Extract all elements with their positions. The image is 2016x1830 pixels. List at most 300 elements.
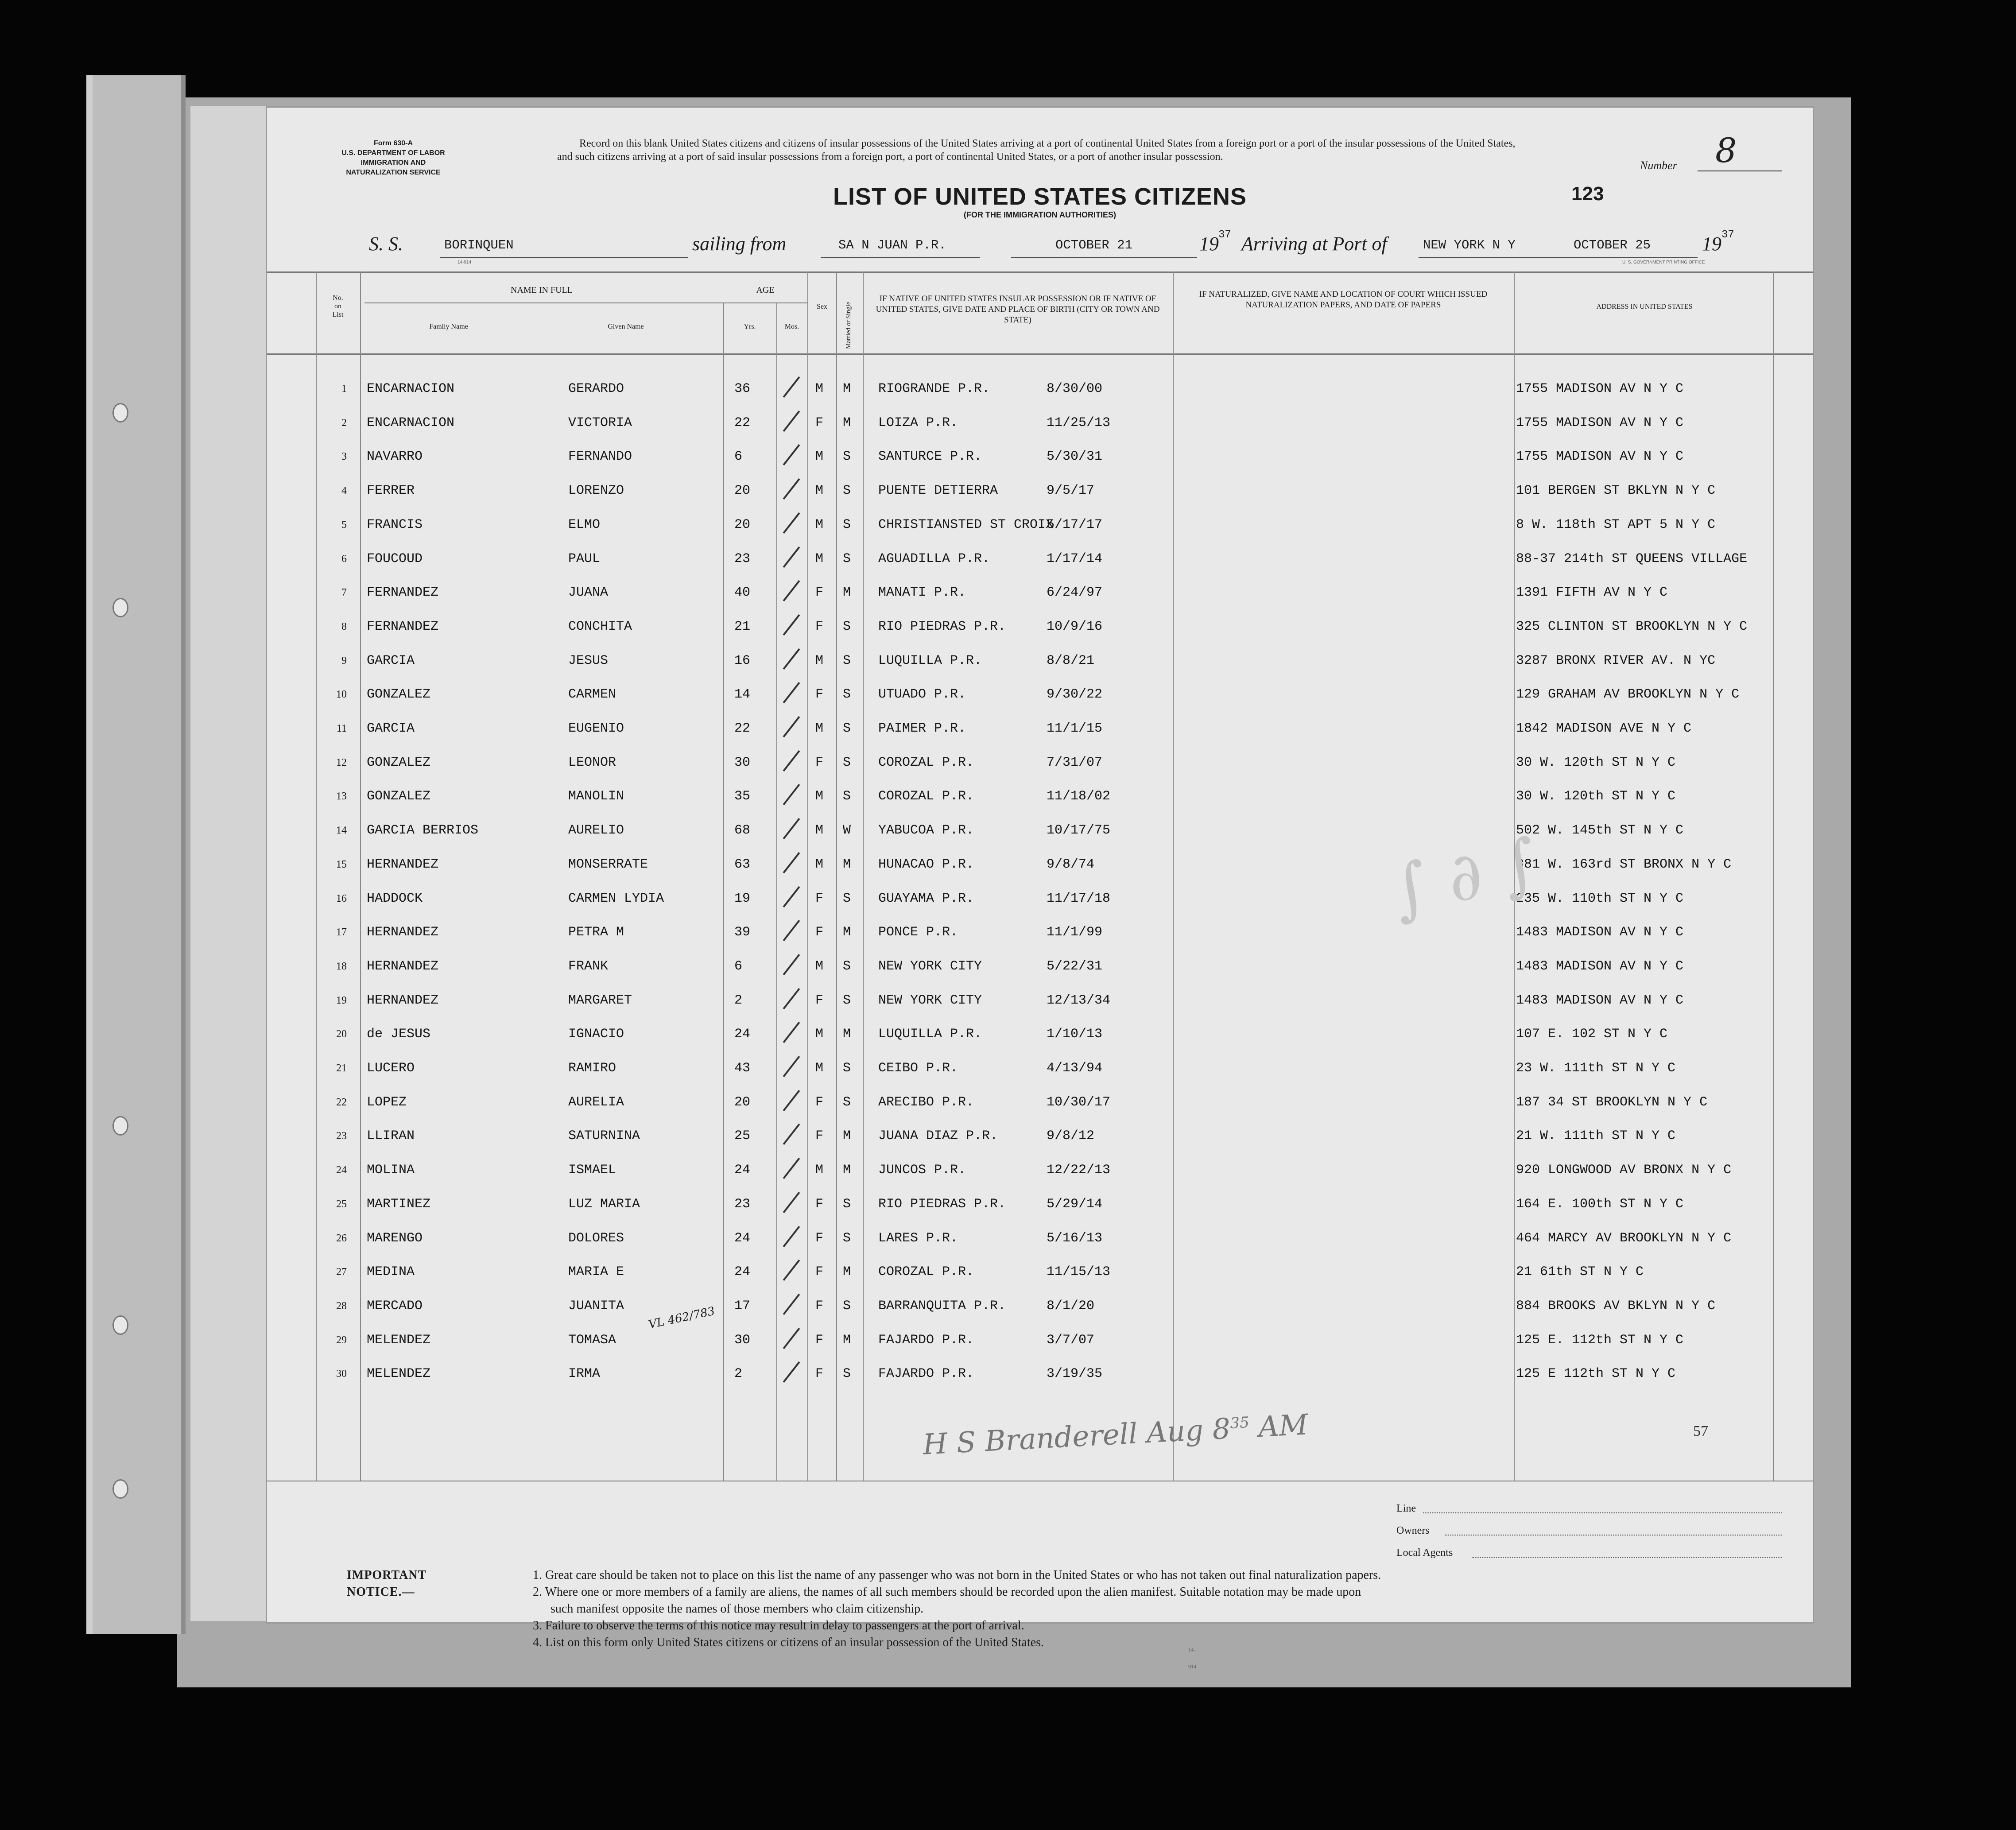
us-address: 101 BERGEN ST BKLYN N Y C [1516, 483, 1716, 499]
marital-status: S [843, 1061, 851, 1076]
header-family-name: Family Name [429, 323, 468, 330]
table-row [267, 951, 1813, 977]
table-row [267, 1087, 1813, 1113]
age-years: 2 [734, 993, 743, 1008]
months-dash [783, 1294, 800, 1315]
inspector-signature [922, 1408, 1309, 1461]
header-address: ADDRESS IN UNITED STATES [1596, 303, 1693, 310]
family-name: FERRER [367, 483, 415, 499]
months-dash [783, 1124, 800, 1145]
marital-status: S [843, 1298, 851, 1314]
marital-status: M [843, 415, 851, 430]
months-dash [783, 376, 800, 398]
given-name: LEONOR [568, 755, 616, 770]
row-number: 21 [336, 1062, 347, 1074]
marital-status: M [843, 585, 851, 601]
notice-lead: IMPORTANT NOTICE.— [347, 1568, 426, 1599]
family-name: FERNANDEZ [367, 619, 439, 634]
months-dash [783, 852, 800, 873]
us-address: 30 W. 120th ST N Y C [1516, 789, 1676, 804]
sex: F [815, 1298, 824, 1314]
marital-status: S [843, 721, 851, 736]
table-row [267, 441, 1813, 468]
agent-owners-label: Owners [1396, 1525, 1430, 1536]
birth-place: AGUADILLA P.R. [878, 551, 990, 566]
birth-place: PONCE P.R. [878, 925, 958, 940]
birth-place: RIOGRANDE P.R. [878, 381, 990, 396]
months-dash [783, 478, 800, 500]
given-name: CONCHITA [568, 619, 632, 634]
binder-hole [112, 1315, 128, 1335]
row-number: 2 [341, 417, 347, 429]
us-address: 8 W. 118th ST APT 5 N Y C [1516, 517, 1716, 532]
sex: F [815, 1264, 824, 1280]
birth-date: 11/1/15 [1047, 721, 1103, 736]
age-years: 14 [734, 687, 751, 702]
us-address: 881 W. 163rd ST BRONX N Y C [1516, 857, 1732, 872]
marital-status: M [843, 1332, 851, 1348]
table-row [267, 1189, 1813, 1215]
birth-date: 5/22/31 [1047, 958, 1103, 974]
months-dash [783, 1328, 800, 1349]
marital-status: S [843, 1230, 851, 1246]
given-name: IRMA [568, 1366, 601, 1382]
birth-date: 10/30/17 [1047, 1094, 1111, 1110]
marital-status: M [843, 381, 851, 396]
ship-underline [440, 257, 688, 258]
marital-status: S [843, 891, 851, 906]
ship-name: BORINQUEN [444, 238, 514, 252]
ss-label: S. S. [369, 233, 403, 255]
table-row [267, 1223, 1813, 1249]
header-bottom-rule [267, 353, 1813, 355]
table-row [267, 1358, 1813, 1385]
us-address: 1483 MADISON AV N Y C [1516, 993, 1684, 1008]
row-number: 18 [336, 960, 347, 972]
age-years: 24 [734, 1230, 751, 1246]
marital-status: S [843, 619, 851, 634]
us-address: 187 34 ST BROOKLYN N Y C [1516, 1094, 1708, 1110]
birth-place: CHRISTIANSTED ST CROIX [878, 517, 1054, 532]
table-row [267, 1155, 1813, 1181]
sex: F [815, 585, 824, 601]
row-number: 26 [336, 1232, 347, 1244]
birth-date: 1/17/14 [1047, 551, 1103, 566]
age-years: 39 [734, 925, 751, 940]
notice-item-2: 2. Where one or more members of a family are aliens, the names of all such members should be recorded upon the alien manifest. Suitable notation may be made upon [533, 1585, 1361, 1599]
us-address: 1483 MADISON AV N Y C [1516, 925, 1684, 940]
age-years: 35 [734, 789, 751, 804]
family-name: GARCIA [367, 653, 415, 668]
age-years: 24 [734, 1264, 751, 1280]
birth-place: RIO PIEDRAS P.R. [878, 1196, 1006, 1212]
birth-date: 5/16/13 [1047, 1230, 1103, 1246]
marital-status: W [843, 823, 851, 838]
marital-status: S [843, 517, 851, 532]
sex: M [815, 517, 824, 532]
notice-item-2-cont: such manifest opposite the names of those members who claim citizenship. [551, 1602, 924, 1616]
months-dash [783, 648, 800, 670]
marital-status: S [843, 653, 851, 668]
table-row [267, 373, 1813, 400]
table-row [267, 475, 1813, 502]
signature-sup: 35 [1229, 1413, 1250, 1433]
given-name: GERARDO [568, 381, 624, 396]
row-number: 25 [336, 1198, 347, 1210]
family-name: HADDOCK [367, 891, 423, 906]
months-dash [783, 682, 800, 703]
departure-date: OCTOBER 21 [1055, 238, 1133, 252]
marital-status: M [843, 857, 851, 872]
marital-status: S [843, 958, 851, 974]
row-number: 6 [341, 553, 347, 565]
binder-hole [112, 1479, 128, 1499]
row-number: 11 [336, 723, 347, 734]
birth-place: UTUADO P.R. [878, 687, 966, 702]
birth-place: BARRANQUITA P.R. [878, 1298, 1006, 1314]
sex: F [815, 925, 824, 940]
birth-date: 1/10/13 [1047, 1027, 1103, 1042]
given-name: IGNACIO [568, 1027, 624, 1042]
sex: M [815, 721, 824, 736]
us-address: 235 W. 110th ST N Y C [1516, 891, 1684, 906]
header-age: AGE [756, 285, 775, 295]
family-name: HERNANDEZ [367, 993, 439, 1008]
arrival-date: OCTOBER 25 [1574, 238, 1651, 252]
birth-date: 5/17/17 [1047, 517, 1103, 532]
family-name: LUCERO [367, 1061, 415, 1076]
row-number: 23 [336, 1130, 347, 1142]
table-row [267, 543, 1813, 570]
months-dash [783, 580, 800, 601]
table-row [267, 747, 1813, 774]
page-subtitle: (FOR THE IMMIGRATION AUTHORITIES) [964, 210, 1116, 219]
age-years: 43 [734, 1061, 751, 1076]
family-name: FOUCOUD [367, 551, 423, 566]
page-title: LIST OF UNITED STATES CITIZENS [833, 183, 1247, 210]
row-number: 29 [336, 1334, 347, 1346]
given-name: ISMAEL [568, 1163, 616, 1178]
birth-date: 11/25/13 [1047, 415, 1111, 430]
binder-hole [112, 598, 128, 617]
given-name: EUGENIO [568, 721, 624, 736]
age-years: 20 [734, 1094, 751, 1110]
table-row [267, 849, 1813, 876]
birth-date: 10/9/16 [1047, 619, 1103, 634]
sailing-label: sailing from [692, 233, 787, 255]
birth-place: PUENTE DETIERRA [878, 483, 998, 499]
given-name: CARMEN [568, 687, 616, 702]
sex: M [815, 551, 824, 566]
arrival-year: 37 [1721, 229, 1734, 241]
us-address: 107 E. 102 ST N Y C [1516, 1027, 1668, 1042]
age-years: 20 [734, 483, 751, 499]
months-dash [783, 988, 800, 1009]
sex: M [815, 789, 824, 804]
birth-place: LUQUILLA P.R. [878, 653, 982, 668]
row-number: 4 [341, 485, 347, 497]
port-underline [821, 257, 980, 258]
marital-status: S [843, 1366, 851, 1382]
table-row [267, 509, 1813, 536]
birth-place: JUANA DIAZ P.R. [878, 1128, 998, 1144]
family-name: MOLINA [367, 1163, 415, 1178]
months-dash [783, 716, 800, 737]
sex: F [815, 1332, 824, 1348]
row-number: 24 [336, 1164, 347, 1176]
given-name: FRANK [568, 958, 609, 974]
table-row [267, 645, 1813, 672]
birth-date: 11/15/13 [1047, 1264, 1111, 1280]
age-years: 6 [734, 449, 743, 465]
given-name: MARGARET [568, 993, 632, 1008]
family-name: MARTINEZ [367, 1196, 431, 1212]
given-name: MARIA E [568, 1264, 624, 1280]
year-prefix-2: 19 [1702, 233, 1721, 255]
birth-date: 8/8/21 [1047, 653, 1095, 668]
given-name: LORENZO [568, 483, 624, 499]
table-row [267, 713, 1813, 740]
row-number: 27 [336, 1266, 347, 1278]
marital-status: M [843, 1128, 851, 1144]
row-number: 30 [336, 1368, 347, 1380]
birth-date: 12/13/34 [1047, 993, 1111, 1008]
sex: M [815, 958, 824, 974]
us-address: 21 W. 111th ST N Y C [1516, 1128, 1676, 1144]
table-top-rule [267, 271, 1813, 273]
name-header-rule [364, 302, 807, 303]
age-years: 17 [734, 1298, 751, 1314]
months-dash [783, 1260, 800, 1281]
table-row [267, 611, 1813, 638]
birth-place: YABUCOA P.R. [878, 823, 974, 838]
marital-status: S [843, 1094, 851, 1110]
table-row [267, 1053, 1813, 1079]
given-name: SATURNINA [568, 1128, 640, 1144]
birth-date: 11/18/02 [1047, 789, 1111, 804]
age-years: 2 [734, 1366, 743, 1382]
sex: F [815, 755, 824, 770]
binder-hole [112, 1116, 128, 1136]
age-years: 6 [734, 958, 743, 974]
table-row [267, 577, 1813, 604]
table-row [267, 781, 1813, 807]
age-years: 19 [734, 891, 751, 906]
birth-place: HUNACAO P.R. [878, 857, 974, 872]
sex: M [815, 483, 824, 499]
family-name: LLIRAN [367, 1128, 415, 1144]
row-number: 15 [336, 858, 347, 870]
arrival-underline [1419, 257, 1565, 258]
date-underline [1011, 257, 1197, 258]
sex: M [815, 653, 824, 668]
age-years: 24 [734, 1027, 751, 1042]
months-dash [783, 444, 800, 465]
family-name: ENCARNACION [367, 381, 455, 396]
table-row [267, 1291, 1813, 1317]
sex: M [815, 1027, 824, 1042]
family-name: GONZALEZ [367, 687, 431, 702]
header-naturalized: IF NATURALIZED, GIVE NAME AND LOCATION OF COURT WHICH ISSUED NATURALIZATION PAPERS, AND DATE OF PAPERS [1199, 290, 1488, 310]
given-name: JUANITA [568, 1298, 624, 1314]
sheet-margin-strip [190, 106, 267, 1621]
age-years: 22 [734, 721, 751, 736]
sex: M [815, 823, 824, 838]
us-address: 125 E. 112th ST N Y C [1516, 1332, 1684, 1348]
table-row [267, 917, 1813, 943]
header-married-single: Married or Single [845, 302, 852, 349]
family-name: MARENGO [367, 1230, 423, 1246]
table-row [267, 1019, 1813, 1045]
birth-place: LUQUILLA P.R. [878, 1027, 982, 1042]
table-row [267, 1256, 1813, 1283]
family-name: NAVARRO [367, 449, 423, 465]
table-row [267, 407, 1813, 434]
age-years: 23 [734, 551, 751, 566]
birth-date: 3/7/07 [1047, 1332, 1095, 1348]
sex: M [815, 381, 824, 396]
age-years: 30 [734, 755, 751, 770]
birth-date: 7/31/07 [1047, 755, 1103, 770]
marital-status: S [843, 789, 851, 804]
age-years: 23 [734, 1196, 751, 1212]
us-address: 1755 MADISON AV N Y C [1516, 381, 1684, 396]
page-stamp: 57 [1693, 1423, 1708, 1439]
birth-date: 4/13/94 [1047, 1061, 1103, 1076]
given-name: ELMO [568, 517, 601, 532]
birth-date: 6/24/97 [1047, 585, 1103, 601]
arriving-label: Arriving at Port of [1241, 233, 1387, 255]
us-address: 1755 MADISON AV N Y C [1516, 415, 1684, 430]
table-row [267, 883, 1813, 910]
marital-status: S [843, 551, 851, 566]
sex: F [815, 993, 824, 1008]
birth-date: 11/1/99 [1047, 925, 1103, 940]
marital-status: S [843, 1196, 851, 1212]
birth-date: 9/30/22 [1047, 687, 1103, 702]
birth-place: COROZAL P.R. [878, 755, 974, 770]
months-dash [783, 818, 800, 839]
binder-spine [86, 75, 186, 1634]
number-value: 8 [1715, 131, 1737, 170]
top-notice: Record on this blank United States citizens and citizens of insular possessions of the United States arriving at a port of continental United States from a foreign port or a port of the insular possessions of the United States, and such citizens arriving at a port of said insular possessions from a foreign port, a port of continental United States, or a port of another insular possession. [557, 138, 1516, 163]
marital-status: S [843, 483, 851, 499]
family-name: MERCADO [367, 1298, 423, 1314]
row-number: 10 [336, 689, 347, 701]
age-years: 16 [734, 653, 751, 668]
given-name: JUANA [568, 585, 609, 601]
given-name: MANOLIN [568, 789, 624, 804]
us-address: 325 CLINTON ST BROOKLYN N Y C [1516, 619, 1748, 634]
us-address: 920 LONGWOOD AV BRONX N Y C [1516, 1163, 1732, 1178]
row-number: 28 [336, 1300, 347, 1312]
birth-date: 8/30/00 [1047, 381, 1103, 396]
sex: F [815, 415, 824, 430]
notice-item-1: 1. Great care should be taken not to place on this list the name of any passenger who was not born in the United States or who has not taken out final naturalization papers. [533, 1568, 1381, 1582]
number-label: Number [1640, 159, 1677, 172]
birth-place: COROZAL P.R. [878, 1264, 974, 1280]
row-number: 19 [336, 994, 347, 1006]
us-address: 164 E. 100th ST N Y C [1516, 1196, 1684, 1212]
us-address: 1483 MADISON AV N Y C [1516, 958, 1684, 974]
months-dash [783, 886, 800, 907]
family-name: HERNANDEZ [367, 958, 439, 974]
binder-hole [112, 403, 128, 423]
sex: F [815, 1230, 824, 1246]
sex: F [815, 1094, 824, 1110]
year-prefix: 19 [1199, 233, 1219, 255]
us-address: 23 W. 111th ST N Y C [1516, 1061, 1676, 1076]
age-years: 24 [734, 1163, 751, 1178]
agent-line-rule [1423, 1512, 1782, 1513]
age-years: 21 [734, 619, 751, 634]
notice-item-4: 4. List on this form only United States citizens or citizens of an insular possession of the United States. [533, 1636, 1044, 1649]
birth-date: 10/17/75 [1047, 823, 1111, 838]
months-dash [783, 614, 800, 636]
birth-date: 9/8/74 [1047, 857, 1095, 872]
birth-place: FAJARDO P.R. [878, 1366, 974, 1382]
manifest-sheet [266, 106, 1814, 1670]
agent-local-label: Local Agents [1396, 1547, 1453, 1559]
row-number: 14 [336, 825, 347, 837]
birth-place: RIO PIEDRAS P.R. [878, 619, 1006, 634]
us-address: 1842 MADISON AVE N Y C [1516, 721, 1692, 736]
given-name: VICTORIA [568, 415, 632, 430]
agent-local-rule [1472, 1557, 1782, 1558]
header-yrs: Yrs. [744, 323, 756, 330]
us-address: 30 W. 120th ST N Y C [1516, 755, 1676, 770]
marital-status: S [843, 755, 851, 770]
months-dash [783, 411, 800, 432]
row-number: 8 [341, 620, 347, 632]
header-given-name: Given Name [608, 323, 644, 330]
months-dash [783, 920, 800, 941]
birth-date: 5/29/14 [1047, 1196, 1103, 1212]
birth-place: CEIBO P.R. [878, 1061, 958, 1076]
sex: F [815, 1196, 824, 1212]
agent-line-label: Line [1396, 1503, 1416, 1514]
given-name: AURELIA [568, 1094, 624, 1110]
us-address: 884 BROOKS AV BKLYN N Y C [1516, 1298, 1716, 1314]
us-address: 502 W. 145th ST N Y C [1516, 823, 1684, 838]
age-years: 40 [734, 585, 751, 601]
faint-handwriting: ∫ ∂ ∫ [1385, 824, 1544, 930]
marital-status: S [843, 993, 851, 1008]
sex: M [815, 857, 824, 872]
table-row [267, 1120, 1813, 1147]
months-dash [783, 1361, 800, 1383]
form-info: Form 630-A U.S. DEPARTMENT OF LABOR IMMIGRATION AND NATURALIZATION SERVICE [341, 140, 445, 176]
months-dash [783, 512, 800, 534]
row-number: 7 [341, 587, 347, 599]
us-address: 88-37 214th ST QUEENS VILLAGE [1516, 551, 1748, 566]
sex: F [815, 1128, 824, 1144]
months-dash [783, 1158, 800, 1179]
birth-place: LARES P.R. [878, 1230, 958, 1246]
mercado-notation: VL 462/783 [647, 1304, 716, 1332]
age-years: 30 [734, 1332, 751, 1348]
months-dash [783, 784, 800, 805]
birth-place: PAIMER P.R. [878, 721, 966, 736]
sex: F [815, 891, 824, 906]
family-name: HERNANDEZ [367, 857, 439, 872]
marital-status: S [843, 687, 851, 702]
row-number: 22 [336, 1096, 347, 1108]
given-name: DOLORES [568, 1230, 624, 1246]
us-address: 1755 MADISON AV N Y C [1516, 449, 1684, 465]
given-name: AURELIO [568, 823, 624, 838]
row-number: 12 [336, 756, 347, 768]
